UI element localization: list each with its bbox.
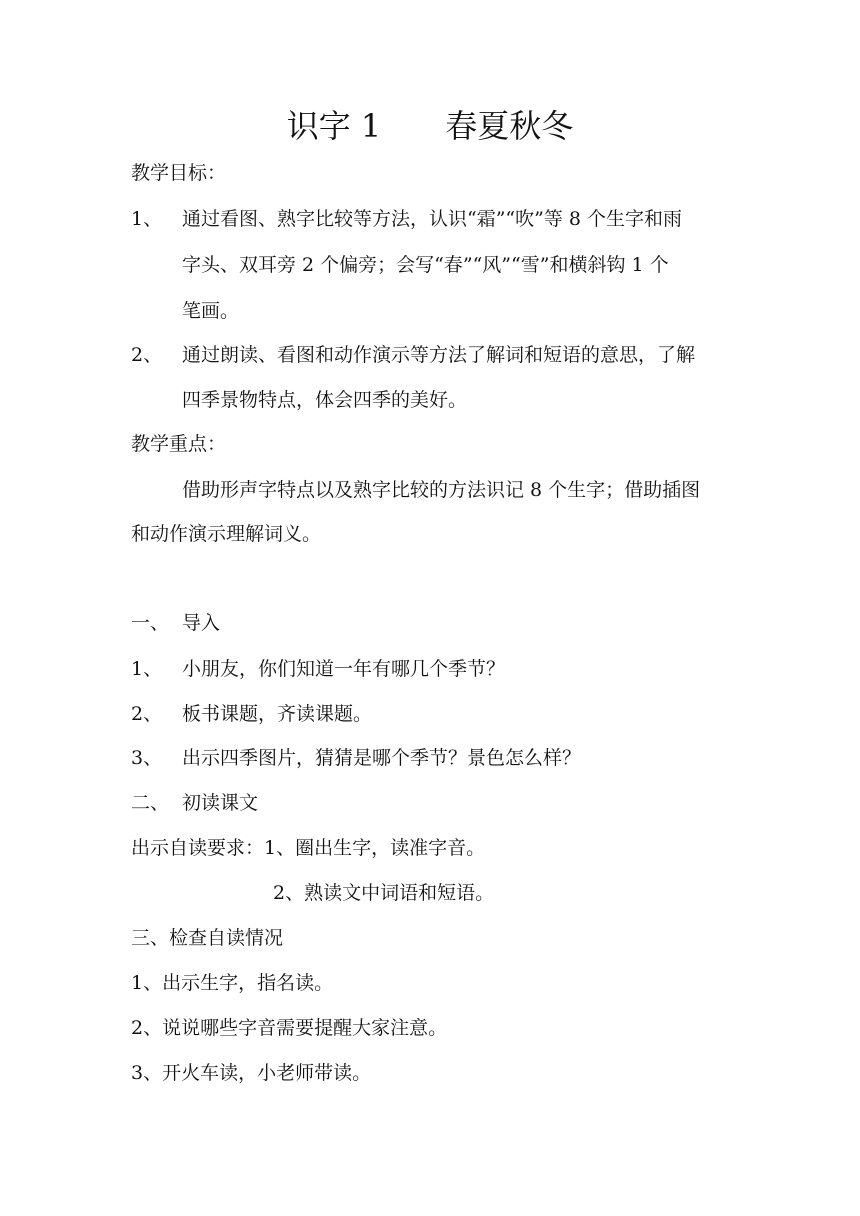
section-1-item-2: 板书课题，齐读课题。 — [182, 703, 373, 725]
goal-2-number: 2、 — [131, 344, 163, 366]
section-3-item-1: 1、出示生字，指名读。 — [131, 972, 334, 994]
section-1-item-1-number: 1、 — [131, 658, 163, 680]
lesson-title: 识字 1 春夏秋冬 — [286, 107, 574, 145]
section-2-number: 二、 — [131, 792, 170, 814]
goal-1-number: 1、 — [131, 208, 163, 230]
key-points-line-2: 和动作演示理解词义。 — [131, 523, 322, 545]
goals-heading: 教学目标： — [131, 162, 227, 184]
section-3-item-2: 2、说说哪些字音需要提醒大家注意。 — [131, 1017, 448, 1039]
goal-1-line-2: 字头、双耳旁 2 个偏旁；会写“春”“风”“雪”和横斜钩 1 个 — [182, 254, 669, 276]
section-3-item-3: 3、开火车读，小老师带读。 — [131, 1062, 372, 1084]
goal-2-line-1: 通过朗读、看图和动作演示等方法了解词和短语的意思，了解 — [182, 344, 696, 366]
key-points-heading: 教学重点： — [131, 433, 227, 455]
section-1-item-3-number: 3、 — [131, 747, 163, 769]
reading-requirement-2: 2、熟读文中词语和短语。 — [273, 882, 495, 904]
section-1-heading: 导入 — [182, 612, 221, 634]
goal-2-line-2: 四季景物特点，体会四季的美好。 — [182, 389, 468, 411]
section-3-heading: 三、检查自读情况 — [131, 927, 284, 949]
goal-1-line-3: 笔画。 — [182, 300, 240, 322]
section-1-item-2-number: 2、 — [131, 703, 163, 725]
section-1-item-3: 出示四季图片，猜猜是哪个季节？景色怎么样？ — [182, 747, 582, 769]
section-1-number: 一、 — [131, 612, 170, 634]
key-points-line-1: 借助形声字特点以及熟字比较的方法识记 8 个生字；借助插图 — [182, 479, 701, 501]
section-2-heading: 初读课文 — [182, 792, 259, 814]
section-1-item-1: 小朋友，你们知道一年有哪几个季节？ — [182, 658, 506, 680]
reading-requirement-1: 出示自读要求：1、圈出生字，读准字音。 — [131, 837, 486, 859]
goal-1-line-1: 通过看图、熟字比较等方法，认识“霜”“吹”等 8 个生字和雨 — [182, 208, 683, 230]
